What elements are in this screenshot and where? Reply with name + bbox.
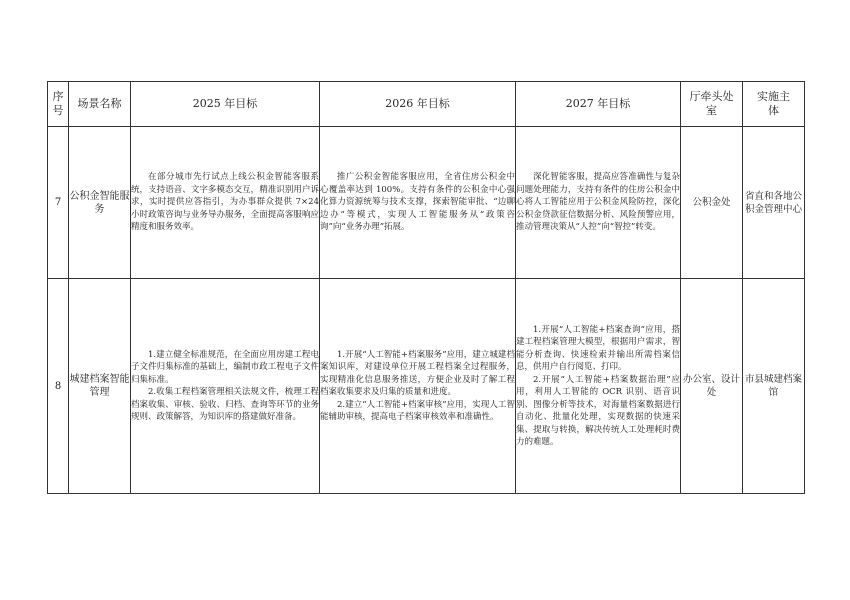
implementer: 省直和各地公积金管理中心 [743,127,805,279]
goal-2026-cell [320,127,516,279]
goal-2025-cell [131,127,320,279]
lead-dept: 办公室、设计处 [681,279,743,494]
goal-paragraph: 1.开展“人工智能+档案服务”应用，建立城建档案知识库，对建设单位开展工程档案全过程服务，实现精准化信息服务推送，方便企业及时了解工程档案收集要求及归集的质量和进度。 [320,349,515,397]
header-goal-2027: 2027 年目标 [516,82,681,127]
table-header-row [48,82,805,127]
goal-2025-cell [131,279,320,494]
row-index: 8 [48,279,69,494]
goal-paragraph: 1.建立健全标准规范，在全面应用房建工程电子文件归集标准的基础上，编制市政工程电子文件归集标准。 [131,349,319,385]
table-row [48,279,805,494]
goal-paragraph: 推广公积金智能客服应用，全省住房公积金中心覆盖率达到 100%。支持有条件的公积金中心强化算力资源统筹与技术支撑，探索智能审批、“边聊边办”等模式，实现人工智能服务从“政策咨询”向“业务办理”拓展。 [320,172,515,233]
header-lead-dept: 厅牵头处室 [681,82,743,127]
goal-paragraph: 深化智能客服，提高应答准确性与复杂问题处理能力，支持有条件的住房公积金中心将人工智能应用于公积金风险防控，深化公积金贷款征信数据分析、风险预警应用，推动管理决策从“人控”向“智控”转变。 [516,172,680,233]
scenario-goals-table [47,81,805,494]
goal-paragraph: 2.收集工程档案管理相关法规文件，梳理工程档案收集、审核、验收、归档、查询等环节的业务规则、政策解答，为知识库的搭建做好准备。 [131,387,319,422]
goal-paragraph: 2.建立“人工智能+档案审核”应用，实现人工智能辅助审核，提高电子档案审核效率和准确性。 [320,399,515,422]
goal-2026-cell [320,279,516,494]
goal-paragraph: 1.开展“人工智能+档案查询”应用，搭建工程档案管理大模型，根据用户需求，智能分析查询、快速检索并输出所需档案信息，供用户自行阅览、打印。 [516,324,680,372]
header-goal-2025: 2025 年目标 [131,82,320,127]
implementer: 市县城建档案馆 [743,279,805,494]
goal-paragraph: 2.开展“人工智能+档案数据治理”应用，利用人工智能的 OCR 识别、语音识别、图像分析等技术，对海量档案数据进行自动化、批量化处理，实现数据的快速采集、提取与转换，解决传统人工处理耗时费力的难题。 [516,374,680,447]
header-implementer: 实施主体 [743,82,805,127]
goal-2027-cell [516,279,681,494]
header-goal-2026: 2026 年目标 [320,82,516,127]
row-index: 7 [48,127,69,279]
header-scene: 场景名称 [69,82,131,127]
header-index: 序号 [48,82,69,127]
lead-dept: 公积金处 [681,127,743,279]
goal-paragraph: 在部分城市先行试点上线公积金智能客服系统，支持语音、文字多模态交互，精准识别用户诉求，实时提供应答指引，为办事群众提供 7×24 小时政策咨询与业务导办服务，全面提高客服响应精度和服务效率。 [131,172,319,233]
goal-2027-cell [516,127,681,279]
scene-name: 公积金智能服务 [69,127,131,279]
scene-name: 城建档案智能管理 [69,279,131,494]
table-row [48,127,805,279]
